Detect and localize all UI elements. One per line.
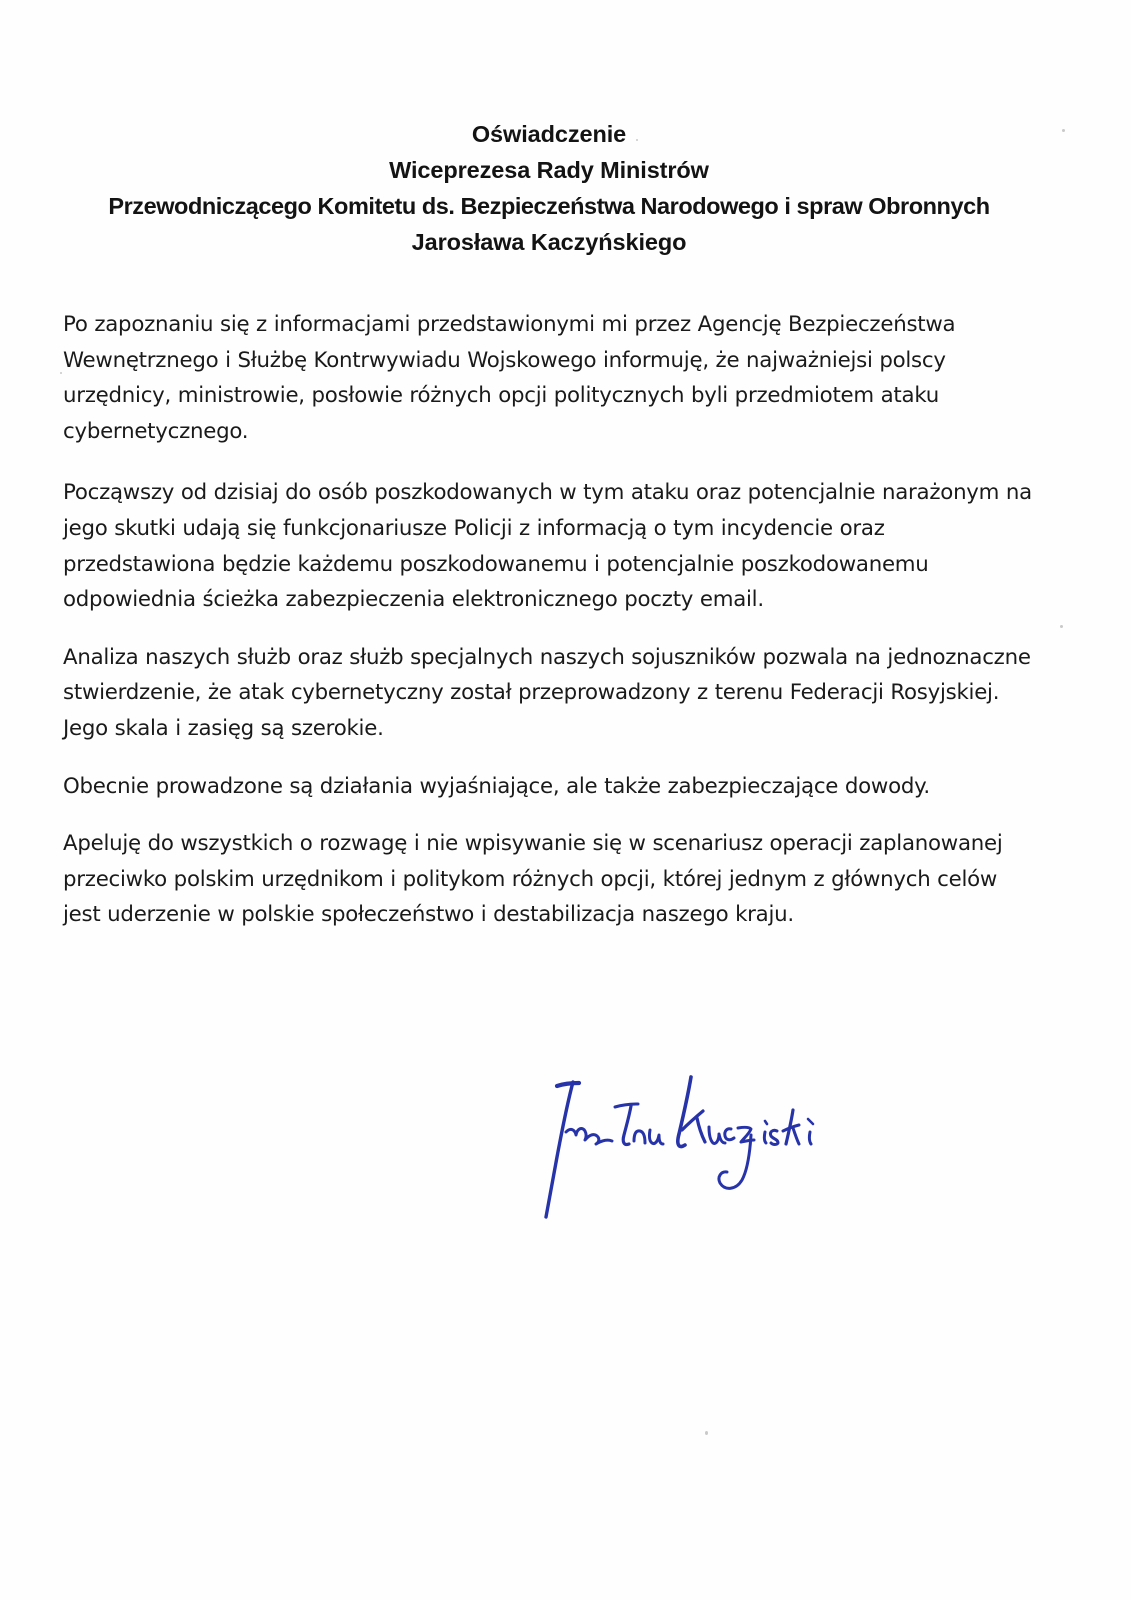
scan-speck xyxy=(705,1431,708,1435)
heading-line-3: Przewodniczącego Komitetu ds. Bezpieczeństwa Narodowego i spraw Obronnych xyxy=(108,193,990,219)
scan-speck xyxy=(1060,625,1063,628)
body-paragraph: Po zapoznaniu się z informacjami przedstawionymi mi przez Agencję Bezpieczeństwa Wewnętrznego i Służbę Kontrwywiadu Wojskowego informuję, że najważniejsi polscy urzędnicy, ministrowie, posłowie różnych opcji politycznych byli przedmiotem ataku cybernetycznego. xyxy=(63,312,956,444)
body-paragraph: Obecnie prowadzone są działania wyjaśniające, ale także zabezpieczające dowody. xyxy=(63,773,930,799)
signature xyxy=(505,1035,835,1225)
signature-ink xyxy=(505,1035,835,1225)
scan-speck xyxy=(1062,129,1065,132)
document-body xyxy=(63,307,1041,933)
heading-line-4: Jarosława Kaczyńskiego xyxy=(411,229,687,255)
scan-speck xyxy=(60,372,62,374)
page-title xyxy=(63,116,1035,260)
body-paragraph: Począwszy od dzisiaj do osób poszkodowanych w tym ataku oraz potencjalnie narażonym na jego skutki udają się funkcjonariusze Policji z informacją o tym incydencie oraz przedstawiona będzie każdemu poszkodowanemu i potencjalnie poszkodowanemu odpowiednia ścieżka zabezpieczenia elektronicznego poczty email. xyxy=(63,480,1032,613)
body-paragraph: Analiza naszych służb oraz służb specjalnych naszych sojuszników pozwala na jednoznaczne stwierdzenie, że atak cybernetyczny został przeprowadzony z terenu Federacji Rosyjskiej. Jego skala i zasięg są szerokie. xyxy=(63,644,1031,741)
body-paragraph: Apeluję do wszystkich o rozwagę i nie wpisywanie się w scenariusz operacji zaplanowanej przeciwko polskim urzędnikom i politykom różnych opcji, której jednym z głównych celów jest uderzenie w polskie społeczeństwo i destabilizacja naszego kraju. xyxy=(63,831,1003,928)
scan-speck xyxy=(636,139,638,141)
heading-line-2: Wiceprezesa Rady Ministrów xyxy=(389,157,709,183)
heading-line-1: Oświadczenie xyxy=(471,121,627,147)
